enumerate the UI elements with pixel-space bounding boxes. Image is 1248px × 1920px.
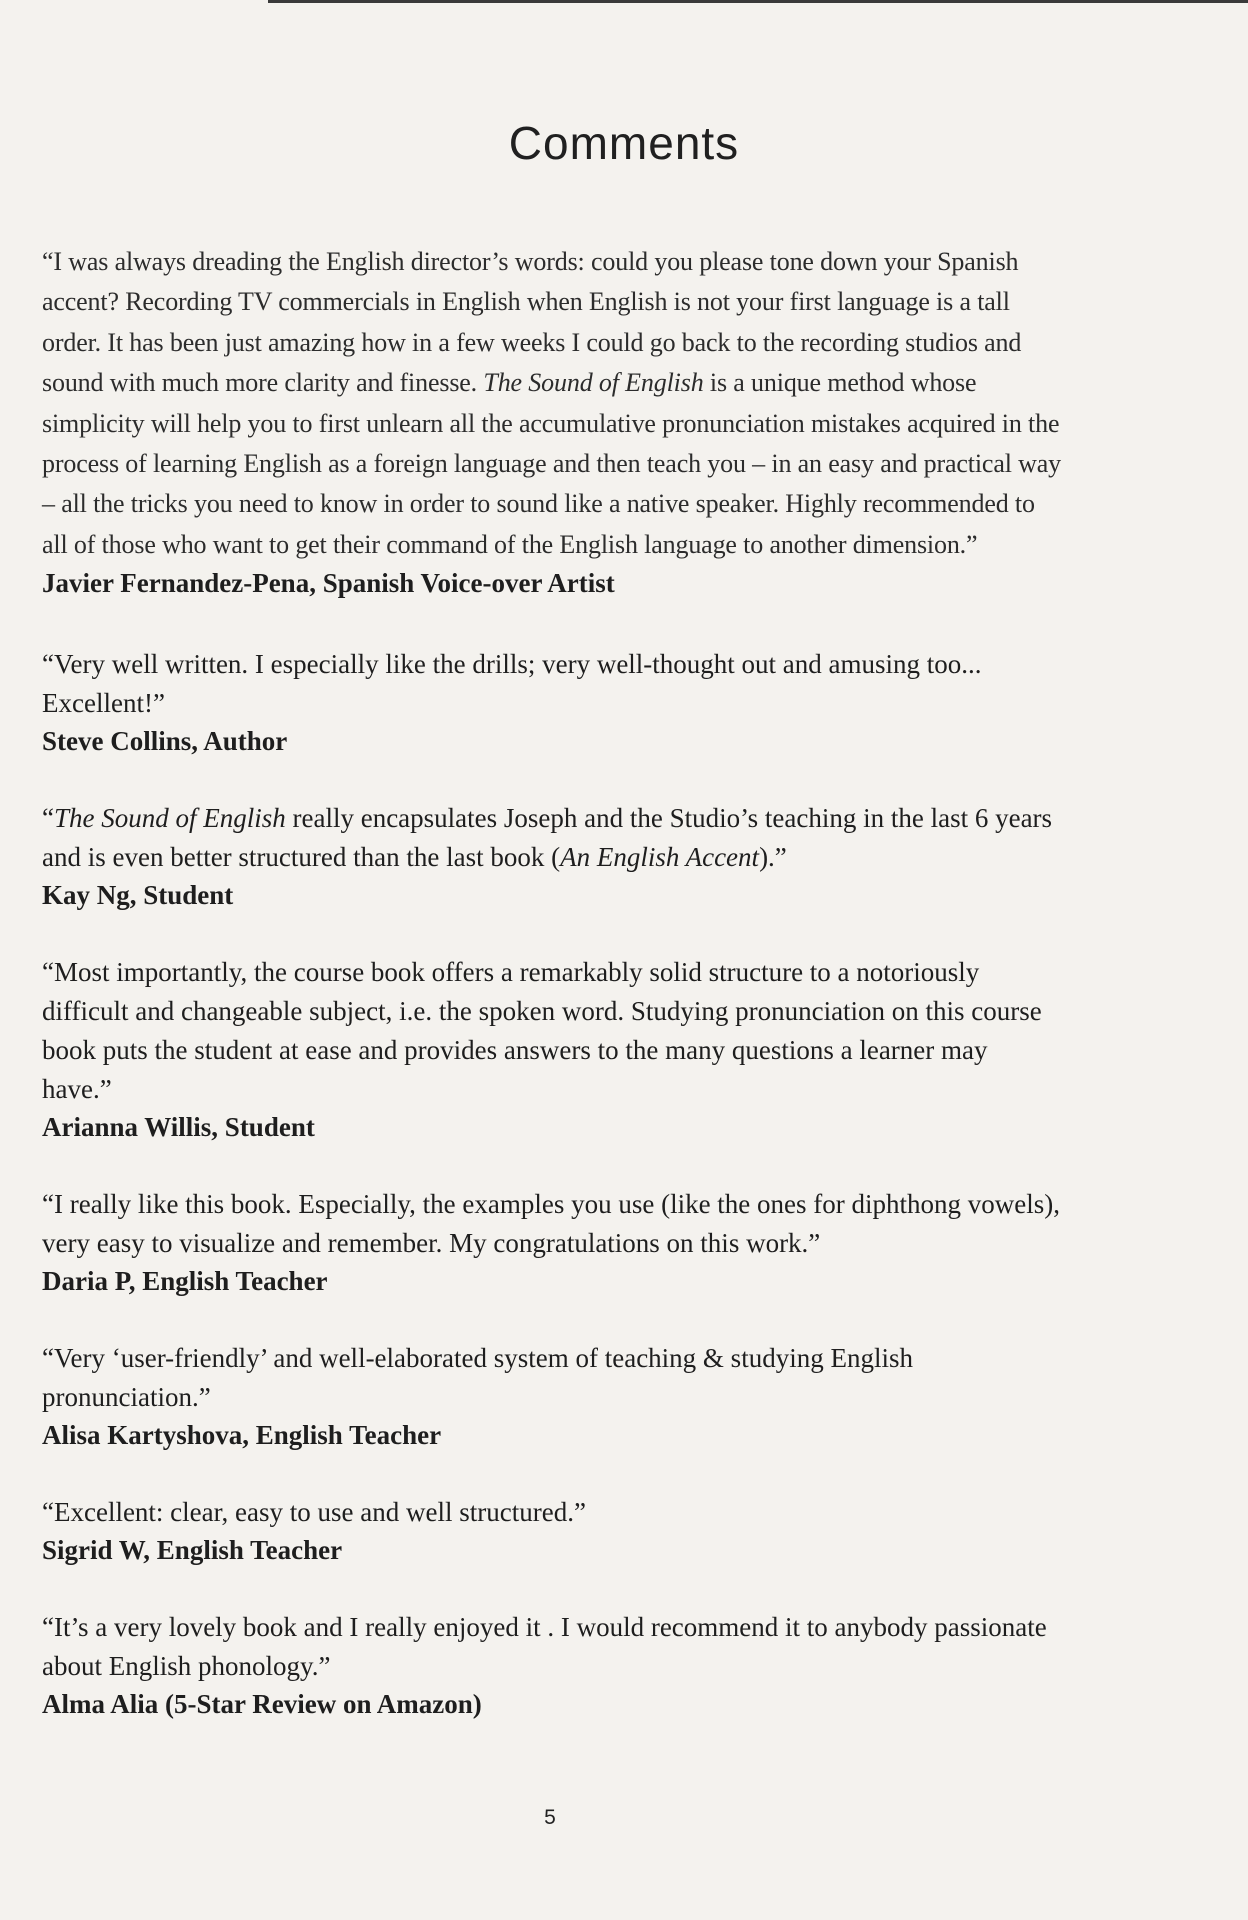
quote-text: really encapsulates Joseph and the Studio’s teaching in the last 6 years and is even better structured than the last book ( bbox=[42, 803, 1053, 873]
comment-sigrid bbox=[42, 1493, 1062, 1568]
page-title: Comments bbox=[508, 117, 740, 169]
quote-text: is a unique method whose simplicity will help you to first unlearn all the accumulative pronunciation mistakes acquired in the process of learning English as a foreign language and then teach you – in an easy and practical way – all the tricks you need to know in order to sound like a native speaker. Highly recommended to all of those who want to get their command of the English language to another dimension.” bbox=[42, 368, 1061, 559]
comment-quote: “It’s a very lovely book and I really enjoyed it . I would recommend it to anybody passionate about English phonology.” bbox=[42, 1612, 1047, 1682]
comment-attribution: Kay Ng, Student bbox=[42, 880, 234, 911]
comment-attribution: Alma Alia (5-Star Review on Amazon) bbox=[42, 1689, 482, 1720]
comment-daria bbox=[42, 1185, 1062, 1299]
comment-quote: “Excellent: clear, easy to use and well structured.” bbox=[42, 1497, 586, 1528]
book-title: The Sound of English bbox=[53, 803, 286, 834]
quote-open: “ bbox=[42, 803, 54, 834]
quote-text: “I was always dreading the English director’s words: could you please tone down your Spanish accent? Recording TV commercials in English when English is not your first language is a tall order. It has been just amazing how in a few weeks I could go back to the recording studios and sound with much more clarity and finesse. bbox=[42, 247, 1022, 398]
comment-alisa bbox=[42, 1339, 1062, 1453]
comment-quote bbox=[42, 799, 1062, 877]
comment-quote: “Most importantly, the course book offers a remarkably solid structure to a notoriously difficult and changeable subject, i.e. the spoken word. Studying pronunciation on this course book puts the student at ease and provides answers to the many questions a learner may have.” bbox=[42, 957, 1042, 1105]
comment-attribution: Arianna Willis, Student bbox=[42, 1112, 315, 1143]
comment-kay bbox=[42, 799, 1062, 913]
comment-quote: “I really like this book. Especially, the examples you use (like the ones for diphthong vowels), very easy to visualize and remember. My congratulations on this work.” bbox=[42, 1189, 1060, 1259]
top-rule bbox=[268, 0, 1248, 3]
comment-attribution: Sigrid W, English Teacher bbox=[42, 1535, 343, 1566]
comment-attribution: Alisa Kartyshova, English Teacher bbox=[42, 1420, 442, 1451]
quote-close: ).” bbox=[759, 842, 787, 873]
page-number: 5 bbox=[544, 1806, 556, 1829]
comment-attribution: Daria P, English Teacher bbox=[42, 1266, 328, 1297]
comments-list bbox=[42, 242, 1062, 1762]
comment-quote: “Very ‘user-friendly’ and well-elaborated system of teaching & studying English pronunciation.” bbox=[42, 1343, 913, 1413]
comment-arianna bbox=[42, 953, 1062, 1145]
comment-javier bbox=[42, 242, 1062, 601]
book-title: The Sound of English bbox=[483, 368, 704, 398]
comment-alma bbox=[42, 1608, 1062, 1722]
comment-quote: “Very well written. I especially like the drills; very well-thought out and amusing too... Excellent!” bbox=[42, 649, 982, 719]
comment-quote bbox=[42, 242, 1062, 565]
comment-attribution: Steve Collins, Author bbox=[42, 726, 288, 757]
comment-attribution: Javier Fernandez-Pena, Spanish Voice-over Artist bbox=[42, 568, 615, 599]
book-title: An English Accent bbox=[560, 842, 760, 873]
comment-steve bbox=[42, 645, 1062, 759]
